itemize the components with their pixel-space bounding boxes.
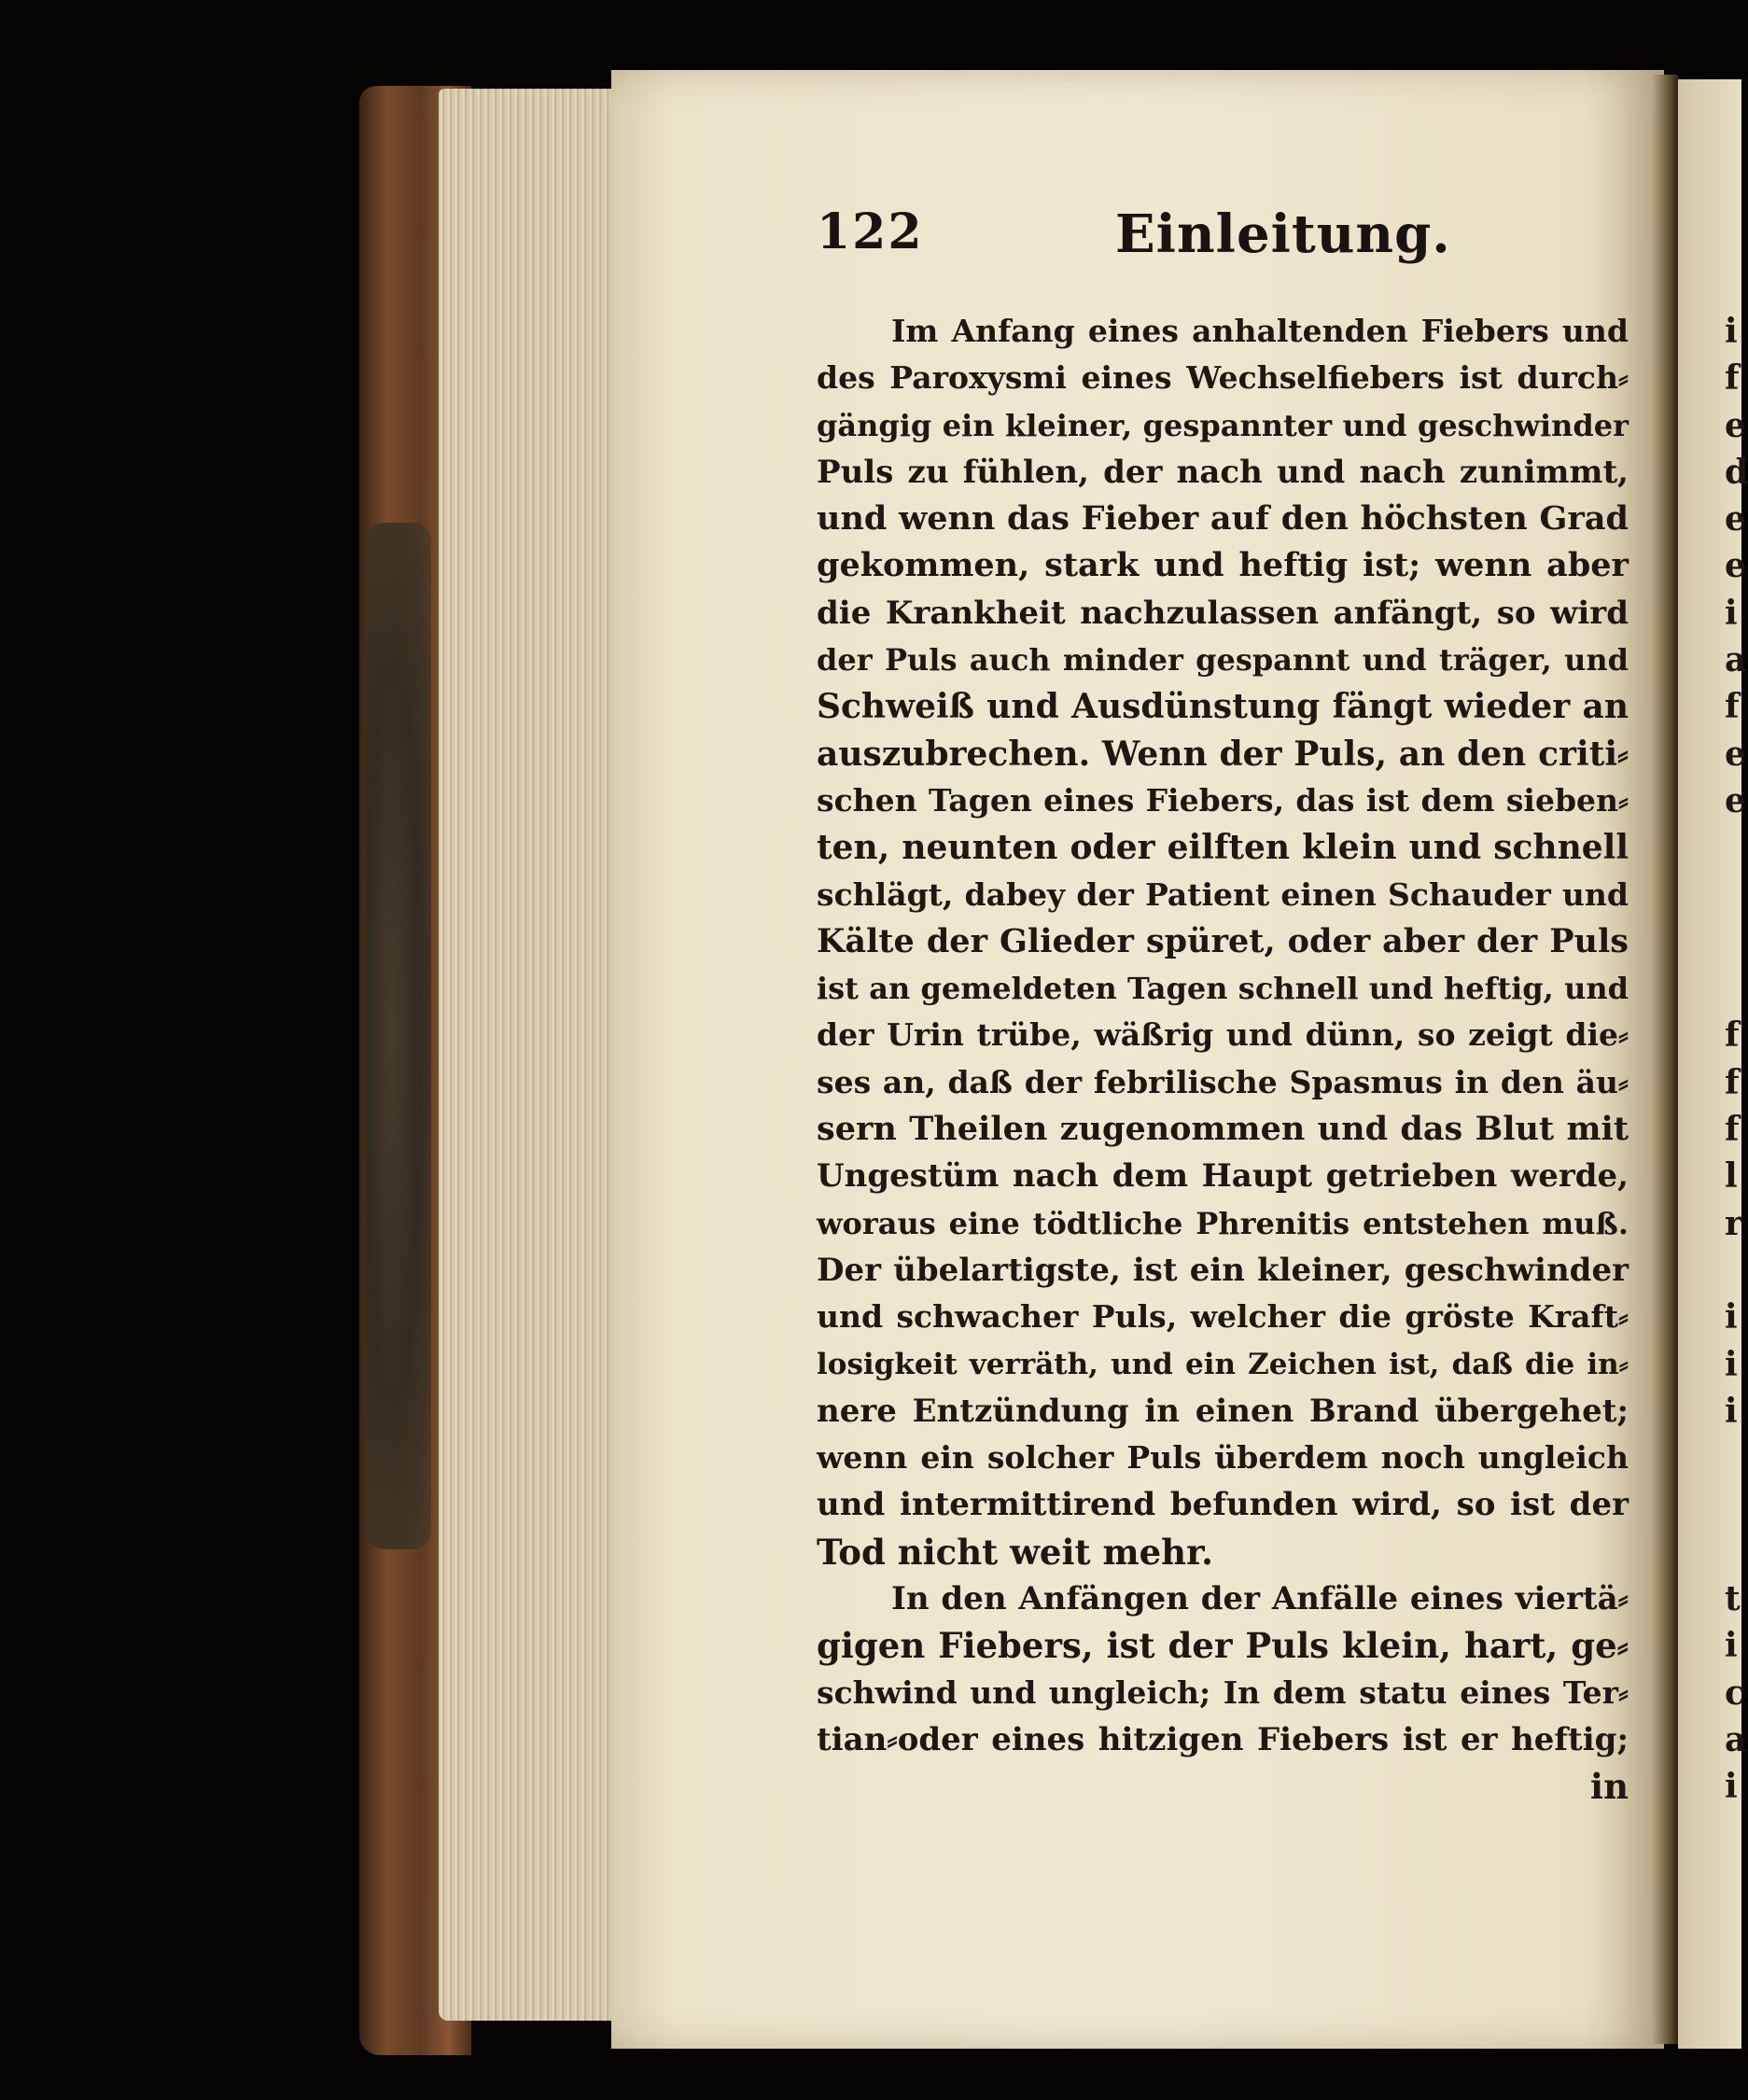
fragment-glyph: i	[1725, 1297, 1738, 1337]
text-line: In den Anfängen der Anfälle eines viertä⸗	[891, 1580, 1629, 1618]
fragment-glyph: i	[1725, 593, 1738, 633]
cover-marbling	[366, 523, 431, 1549]
text-line: auszubrechen. Wenn der Puls, an den criti⸗	[817, 734, 1629, 774]
fragment-glyph: f	[1725, 358, 1740, 399]
text-line: Im Anfang eines anhaltenden Fiebers und	[891, 313, 1629, 349]
text-line: und schwacher Puls, welcher die gröste Kraft⸗	[817, 1298, 1629, 1336]
text-line: der Urin trübe, wäßrig und dünn, so zeigt die⸗	[817, 1016, 1629, 1054]
text-line: gängig ein kleiner, gespannter und geschwinder	[817, 407, 1629, 443]
fragment-glyph: a	[1725, 640, 1747, 680]
catchword: in	[1590, 1766, 1629, 1808]
text-line: Puls zu fühlen, der nach und nach zunimmt,	[817, 453, 1629, 491]
text-line: Schweiß und Ausdünstung fängt wieder an	[817, 687, 1629, 727]
text-line: der Puls auch minder gespannt und träger, und	[817, 642, 1629, 679]
body-text	[817, 308, 1629, 1810]
text-line: ses an, daß der febrilische Spasmus in den äu⸗	[817, 1063, 1629, 1100]
text-line: Ungestüm nach dem Haupt getrieben werde,	[817, 1157, 1629, 1196]
fragment-glyph: c	[1725, 1673, 1745, 1713]
text-line: Kälte der Glieder spüret, oder aber der Puls	[817, 921, 1629, 960]
text-line: die Krankheit nachzulassen anfängt, so wird	[817, 594, 1629, 632]
fragment-glyph: f	[1725, 1110, 1740, 1150]
right-page-text-fragments	[1725, 308, 1748, 1811]
fragment-glyph	[1725, 824, 1741, 871]
running-head: Einleitung.	[1115, 203, 1451, 265]
text-line: schen Tagen eines Fiebers, das ist dem sieben⸗	[817, 781, 1629, 819]
text-line: schlägt, dabey der Patient einen Schauder und	[817, 875, 1629, 913]
fragment-glyph: i	[1725, 1767, 1738, 1807]
fragment-glyph	[1725, 1529, 1741, 1575]
fragment-glyph: l	[1725, 1156, 1738, 1197]
page-number: 122	[817, 203, 924, 260]
text-line: gekommen, stark und heftig ist; wenn aber	[817, 546, 1629, 585]
text-line: ten, neunten oder eilften klein und schnell	[817, 828, 1629, 868]
fragment-glyph: e	[1725, 405, 1746, 445]
fragment-glyph: i	[1725, 1626, 1738, 1666]
text-line: tian⸗oder eines hitzigen Fiebers ist er heftig;	[817, 1720, 1629, 1758]
page-edges	[439, 89, 616, 2021]
fragment-glyph: e	[1725, 499, 1746, 539]
text-line: woraus eine tödtliche Phrenitis entstehen muß.	[817, 1205, 1629, 1241]
fragment-glyph: t	[1725, 1579, 1741, 1619]
text-line: losigkeit verräth, und ein Zeichen ist, daß die in⸗	[817, 1347, 1629, 1381]
text-line: Tod nicht weit mehr.	[817, 1531, 1214, 1573]
fragment-glyph	[1725, 872, 1741, 918]
text-line: nere Entzündung in einen Brand übergehet;	[817, 1392, 1629, 1430]
text-line: gigen Fiebers, ist der Puls klein, hart, ge⸗	[817, 1625, 1629, 1667]
fragment-glyph: e	[1725, 546, 1746, 586]
text-line: Der übelartigste, ist ein kleiner, geschwinder	[817, 1251, 1629, 1289]
text-line: ist an gemeldeten Tagen schnell und heftig, und	[817, 971, 1629, 1007]
text-line: des Paroxysmi eines Wechselfiebers ist durch⸗	[817, 359, 1629, 397]
fragment-glyph: e	[1725, 734, 1746, 774]
book-gutter	[1652, 75, 1678, 2044]
fragment-glyph	[1725, 1247, 1741, 1294]
text-line: und wenn das Fieber auf den höchsten Grad	[817, 499, 1629, 539]
fragment-glyph: a	[1725, 1719, 1747, 1759]
fragment-glyph	[1725, 1435, 1741, 1481]
text-line: wenn ein solcher Puls überdem noch ungleich	[817, 1439, 1629, 1477]
fragment-glyph: r	[1725, 1203, 1742, 1243]
page-header	[817, 203, 1629, 287]
fragment-glyph: f	[1725, 1015, 1740, 1056]
fragment-glyph: e	[1725, 780, 1746, 820]
text-line: und intermittirend befunden wird, so ist der	[817, 1486, 1629, 1524]
fragment-glyph: d	[1725, 452, 1748, 492]
fragment-glyph: i	[1725, 312, 1738, 351]
text-line: sern Theilen zugenommen und das Blut mit	[817, 1110, 1629, 1149]
fragment-glyph	[1725, 1481, 1741, 1528]
fragment-glyph: f	[1725, 687, 1740, 727]
fragment-glyph	[1725, 965, 1741, 1012]
fragment-glyph	[1725, 918, 1741, 965]
fragment-glyph: i	[1725, 1391, 1738, 1431]
fragment-glyph: f	[1725, 1062, 1740, 1102]
text-line: schwind und ungleich; In dem statu eines Ter⸗	[817, 1673, 1629, 1711]
fragment-glyph: i	[1725, 1344, 1738, 1384]
